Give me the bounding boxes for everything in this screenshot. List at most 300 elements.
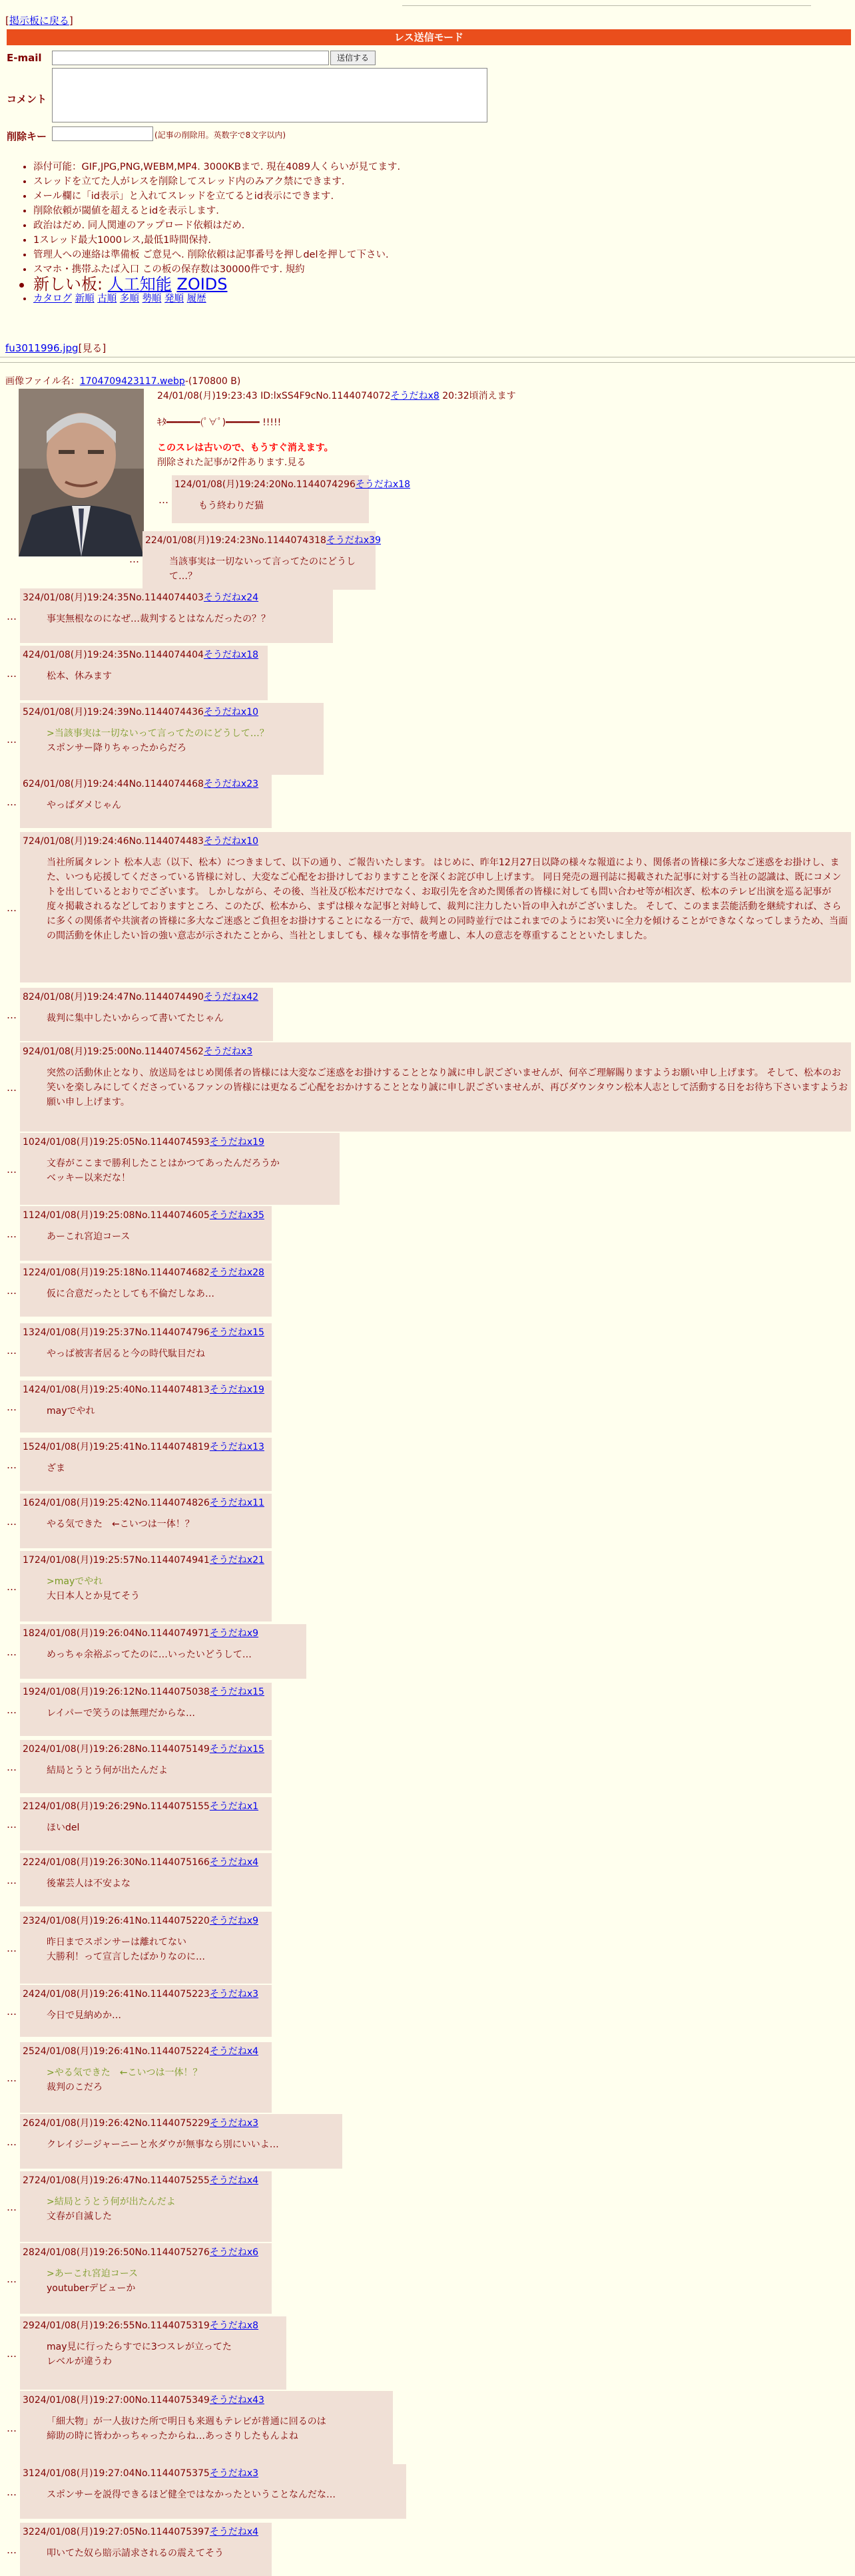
reply-number[interactable]: No.1144075397 [135,2527,210,2537]
reply-text: may見に行ったらすでに3つスレが立ってた [47,2342,232,2352]
reply-date: 24/01/08(月)19:25:08 [34,1210,135,1221]
reply-header [23,2245,269,2258]
history-link[interactable]: 履歴 [186,294,206,304]
reply-marker: … [7,1459,17,1471]
reply-post [20,1438,272,1491]
reply-marker: … [7,1009,17,1021]
reply-date: 24/01/08(月)19:24:39 [28,707,129,718]
new-board-link-zoids[interactable]: ZOIDS [176,275,228,294]
sodane-button[interactable]: そうだねx4 [209,1857,259,1868]
sodane-button[interactable]: そうだねx39 [326,535,382,546]
reply-header [23,1044,848,1058]
reply-header [23,1855,269,1868]
reply-number[interactable]: No.1144074605 [135,1210,210,1221]
reply-header [23,1626,304,1639]
sodane-button[interactable]: そうだねx4 [209,2046,259,2057]
reply-body [47,2340,284,2369]
reply-date: 24/01/08(月)19:24:46 [28,836,129,847]
back-to-board: [掲示板に戻る] [5,15,73,27]
reply-post [20,1912,272,1984]
reply-text: もう終わりだ猫 [198,501,264,511]
op-text: ｷﾀ━━━━━━(ﾟ∀ﾟ)━━━━━━ !!!!! [157,417,282,428]
reply-index: 23 [23,1916,35,1926]
sort-momentum-link[interactable]: 勢順 [142,294,162,304]
reply-marker: … [7,1401,17,1413]
reply-header [174,477,411,491]
reply-number[interactable]: No.1144074593 [135,1137,210,1148]
reply-body [47,2487,404,2502]
sort-posted-link[interactable]: 発順 [164,294,184,304]
top-divider [402,5,811,6]
reply-header [145,533,382,546]
reply-index: 4 [23,650,29,660]
reply-header [23,590,330,604]
reply-marker: … [7,2348,17,2360]
sodane-button[interactable]: そうだねx6 [209,2247,259,2258]
reply-index: 16 [23,1498,35,1508]
op-expire: 20:32頃消えます [442,391,516,401]
reply-text: レイパーで笑うのは無理だからな… [47,1708,196,1719]
reply-number[interactable]: No.1144074483 [129,836,204,847]
reply-post [20,1133,340,1205]
file-link[interactable]: fu3011996.jpg [5,342,79,354]
reply-post [142,531,382,590]
reply-header [23,1742,269,1755]
reply-text: 昨日までスポンサーは離れてない [47,1937,186,1948]
reply-index: 8 [23,992,29,1002]
delkey-input[interactable] [52,126,153,141]
send-button[interactable]: 送信する [330,51,376,65]
reply-marker: … [158,494,168,506]
reply-index: 14 [23,1385,35,1395]
reply-number[interactable]: No.1144075276 [135,2247,210,2258]
reply-post [20,703,324,775]
reply-text: 文春が自滅した [47,2211,112,2222]
reply-post [20,1797,272,1850]
reply-marker: … [7,1646,17,1658]
reply-date: 24/01/08(月)19:27:00 [34,2395,135,2406]
reply-index: 19 [23,1687,35,1697]
reply-body [47,1517,269,1532]
op-thumbnail[interactable] [19,389,144,556]
reply-number[interactable]: No.1144074682 [135,1267,210,1278]
reply-index: 21 [23,1801,35,1812]
catalog-link[interactable]: カタログ [33,294,72,304]
reply-marker: … [7,1345,17,1357]
reply-post [20,2464,406,2519]
reply-date: 24/01/08(月)19:25:05 [34,1137,135,1148]
reply-post [20,1494,272,1548]
reply-text: 松本、休みます [47,671,112,682]
reply-text: めっちゃ余裕ぶってたのに…いったいどうして… [47,1649,252,1660]
reply-index: 25 [23,2046,35,2057]
reply-date: 24/01/08(月)19:26:50 [34,2247,135,2258]
reply-date: 24/01/08(月)19:24:47 [28,992,129,1002]
reply-index: 1 [174,479,180,490]
reply-post [20,1323,272,1377]
reply-number[interactable]: No.1144074813 [135,1385,210,1395]
reply-body [47,1574,269,1604]
reply-index: 15 [23,1442,35,1452]
reply-quote: >mayでやれ [47,1576,103,1587]
sodane-button[interactable]: そうだねx11 [209,1498,264,1508]
board-links [33,292,400,306]
rule-item: • 政治はだめ. 同人関連のアップロード依頼はだめ. [33,218,400,233]
sodane-button[interactable]: そうだねx43 [209,2395,264,2406]
reply-text: クレイジージャーニーと水ダウが無事なら別にいいよ… [47,2139,279,2150]
reply-post [20,1740,272,1793]
reply-marker: … [7,1516,17,1528]
reply-index: 18 [23,1628,35,1639]
reply-post [20,1624,306,1679]
reply-body [169,554,373,584]
reply-body [198,499,366,513]
reply-date: 24/01/08(月)19:25:18 [34,1267,135,1278]
reply-body [47,669,265,684]
reply-text: 仮に合意だったとしても不倫だしなあ… [47,1289,214,1299]
sodane-button[interactable]: そうだねx23 [203,779,259,789]
reply-number[interactable]: No.1144075375 [135,2468,210,2479]
file-view-label: [見る] [78,342,107,354]
reply-index: 5 [23,707,29,718]
back-to-board-link[interactable]: 掲示板に戻る [9,15,69,27]
board-rules [19,160,400,306]
reply-number[interactable]: No.1144074403 [129,592,204,603]
sodane-button[interactable]: そうだねx3 [209,1989,259,2000]
reply-header [23,1496,269,1509]
reply-post [20,588,333,643]
image-size: -(170800 B) [184,376,241,387]
sodane-button[interactable]: そうだねx9 [209,1916,259,1926]
reply-number[interactable]: No.1144075223 [135,1989,210,2000]
sodane-button[interactable]: そうだねx8 [209,2320,259,2331]
reply-text: 当該事実は一切ないって言ってたのにどうして…？ [169,556,356,582]
reply-header [23,1265,269,1279]
reply-text: スポンサー降りちゃったからだろ [47,743,186,753]
reply-date: 24/01/08(月)19:26:47 [34,2175,135,2186]
reply-text: スポンサーを説得できるほど健全ではなかったということなんだな… [47,2489,336,2500]
sodane-button[interactable]: そうだねx15 [209,1744,264,1755]
reply-body [47,798,269,813]
reply-marker: … [129,553,139,565]
reply-body [47,2414,390,2444]
reply-body [47,612,330,626]
email-label: E-mail [7,52,42,64]
reply-text: やっぱダメじゃん [47,800,121,811]
reply-post [20,1263,272,1317]
reply-date: 24/01/08(月)19:25:57 [34,1555,135,1566]
rule-item: • 削除依頼が閾値を超えるとidを表示します. [33,204,400,218]
reply-text: 締助の時に皆わかっちゃったからね…あっさりしたもんよね [47,2431,298,2442]
reply-text: やっぱ被害者居ると今の時代駄目だね [47,1349,205,1359]
reply-body [47,1347,269,1361]
sodane-button[interactable]: そうだねx21 [209,1555,264,1566]
reply-body [47,1229,269,1244]
sort-old-link[interactable]: 古順 [97,294,117,304]
reply-header [23,1553,269,1566]
reply-date: 24/01/08(月)19:26:42 [34,2118,135,2129]
reply-header [23,1799,269,1813]
sodane-button[interactable]: そうだねx18 [355,479,411,490]
reply-quote: >結局とうとう何が出たんだよ [47,2197,176,2207]
op-image-link[interactable]: 1704709423117.webp [79,376,185,387]
deleted-note: 削除された記事が2件あります.見る [157,457,306,468]
reply-header [23,1440,269,1453]
reply-header [23,1383,269,1396]
reply-number[interactable]: No.1144075255 [135,2175,210,2186]
reply-marker: … [7,1285,17,1297]
reply-number[interactable]: No.1144074296 [280,479,356,490]
reply-body [47,1821,269,1835]
reply-text: 突然の活動休止となり、放送局をはじめ関係者の皆様には大変なご迷惑をお掛けすることとなり誠に申し訳ございませんが、何卒ご理解賜りますようお願い申し上げます。 そして、松本のお笑いを楽しみにしてくださっているファンの皆様には更なるご心配をおかけすることとなり誠に申し訳ございませんが、再びダウンタウン松本人志として活動する日をお待ち下さいますようお願い申し上げます。 [47,1068,848,1108]
reply-date: 24/01/08(月)19:25:40 [34,1385,135,1395]
reply-number[interactable]: No.1144074436 [129,707,204,718]
reply-date: 24/01/08(月)19:27:04 [34,2468,135,2479]
reply-index: 22 [23,1857,35,1868]
reply-number[interactable]: No.1144074941 [135,1555,210,1566]
sodane-button[interactable]: そうだねx4 [209,2527,259,2537]
reply-index: 9 [23,1046,29,1057]
reply-text: 叩いてた奴ら賠示請求されるの震えてそう [47,2548,224,2559]
sodane-button[interactable]: そうだねx19 [209,1385,264,1395]
sodane-button[interactable]: そうだねx3 [209,2118,259,2129]
reply-header [23,1208,269,1221]
reply-marker: … [7,1082,17,1094]
reply-marker: … [7,2544,17,2556]
reply-number[interactable]: No.1144074971 [135,1628,210,1639]
reply-date: 24/01/08(月)19:25:00 [28,1046,129,1057]
op-body [157,411,334,470]
reply-text: 大勝利！って宣言したばかりなのに… [47,1952,205,1962]
reply-body [47,2137,340,2152]
reply-marker: … [7,1581,17,1593]
reply-post [20,1853,272,1906]
reply-marker: … [7,2006,17,2018]
reply-date: 24/01/08(月)19:26:55 [34,2320,135,2331]
reply-header [23,777,269,790]
reply-marker: … [7,1761,17,1773]
reply-number[interactable]: No.1144074468 [129,779,204,789]
reply-marker: … [7,734,17,746]
reply-header [23,2466,404,2479]
reply-index: 2 [145,535,151,546]
reply-date: 24/01/08(月)19:26:41 [34,2046,135,2057]
reply-number[interactable]: No.1144075319 [135,2320,210,2331]
reply-post [20,2316,286,2390]
person-photo-icon [19,389,144,556]
sodane-button[interactable]: そうだねx4 [209,2175,259,2186]
reply-text: あーこれ宮迫コース [47,1231,131,1242]
reply-date: 24/01/08(月)19:24:35 [28,650,129,660]
sodane-button[interactable]: そうだねx10 [203,707,259,718]
comment-textarea[interactable] [52,68,487,122]
reply-post [20,2114,342,2169]
reply-body [47,1287,269,1301]
reply-index: 27 [23,2175,35,2186]
reply-date: 24/01/08(月)19:26:04 [34,1628,135,1639]
reply-body [47,855,848,943]
reply-body [47,1404,269,1418]
reply-body [47,2195,269,2224]
rule-item: • 1スレッド最大1000レス,最低1時間保持. [33,233,400,248]
reply-body [47,2008,269,2023]
reply-index: 3 [23,592,29,603]
reply-header [23,2525,269,2538]
reply-index: 17 [23,1555,35,1566]
op-header [157,389,516,402]
reply-body [47,1066,848,1110]
reply-header [23,705,321,718]
reply-number[interactable]: No.1144075038 [135,1687,210,1697]
reply-index: 13 [23,1327,35,1338]
delkey-label: 削除キー [7,130,47,142]
reply-post [172,475,411,523]
sodane-button[interactable]: そうだねx15 [209,1687,264,1697]
op-image-info [5,374,240,387]
rule-item: • メール欄に「id表示」と入れてスレッドを立てるとid表示にできます. [33,189,400,204]
sodane-button[interactable]: そうだねx9 [209,1628,259,1639]
reply-body [47,1011,270,1026]
reply-mode-bar: レス送信モード [7,29,851,45]
reply-marker: … [7,1819,17,1830]
reply-number[interactable]: No.1144074826 [135,1498,210,1508]
sort-many-link[interactable]: 多順 [119,294,139,304]
reply-date: 24/01/08(月)19:25:41 [34,1442,135,1452]
reply-number[interactable]: No.1144074318 [251,535,326,546]
reply-index: 30 [23,2395,35,2406]
reply-header [23,2116,340,2129]
reply-number[interactable]: No.1144074819 [135,1442,210,1452]
reply-post [20,1551,272,1621]
reply-index: 11 [23,1210,35,1221]
divider [0,362,855,363]
reply-quote: >当該事実は一切ないって言ってたのにどうして…？ [47,728,269,739]
sodane-button[interactable]: そうだねx13 [209,1442,264,1452]
reply-number[interactable]: No.1144075149 [135,1744,210,1755]
reply-number[interactable]: No.1144075155 [135,1801,210,1812]
reply-marker: … [7,796,17,808]
sodane-button[interactable]: そうだねx1 [209,1801,259,1812]
sodane-button[interactable]: そうだねx42 [203,992,259,1002]
reply-number[interactable]: No.1144075229 [135,2118,210,2129]
sodane-button[interactable]: そうだねx10 [203,836,259,847]
reply-text: mayでやれ [47,1406,95,1416]
reply-header [23,834,848,847]
email-input[interactable] [52,51,329,65]
reply-post [20,2243,272,2314]
reply-header [23,1135,337,1148]
reply-text: 大日本人とか見てそう [47,1591,140,1602]
reply-quote: >やる気できた ←こいつは一体！？ [47,2067,202,2078]
reply-body [47,2266,269,2296]
sodane-button[interactable]: そうだねx19 [209,1137,264,1148]
reply-number[interactable]: No.1144075220 [135,1916,210,1926]
reply-text: 文春がここまで勝利したことはかつてあったんだろうか [47,1158,280,1169]
reply-text: 「細大物」が一人抜けた所で明日も来週もテレビが普通に回るのは [47,2416,326,2427]
reply-header [23,2318,284,2332]
file-link-row [5,341,106,355]
reply-post [20,2391,393,2464]
reply-post [20,775,272,828]
op-meta: 24/01/08(月)19:23:43 ID:lxSS4F9cNo.1144074072 [157,391,391,401]
reply-body [47,1763,269,1778]
reply-number[interactable]: No.1144074404 [129,650,204,660]
reply-index: 32 [23,2527,35,2537]
sodane-button[interactable]: そうだねx24 [203,592,259,603]
reply-number[interactable]: No.1144075224 [135,2046,210,2057]
reply-marker: … [7,2072,17,2084]
reply-index: 31 [23,2468,35,2479]
sodane-button[interactable]: そうだねx18 [203,650,259,660]
reply-marker: … [7,2422,17,2434]
reply-header [23,2044,269,2057]
reply-text: 裁判のこだろ [47,2082,103,2093]
reply-text: ほいdel [47,1823,80,1833]
reply-index: 29 [23,2320,35,2331]
reply-marker: … [7,1228,17,1240]
reply-text: 結局とうとう何が出たんだよ [47,1765,168,1776]
op-sodane[interactable]: そうだねx8 [390,391,439,401]
reply-quote: >あーこれ宮迫コース [47,2268,139,2279]
reply-date: 24/01/08(月)19:25:42 [34,1498,135,1508]
reply-header [23,1325,269,1339]
reply-text: 後輩芸人は不安よな [47,1878,131,1889]
sodane-button[interactable]: そうだねx15 [209,1327,264,1338]
reply-body [47,1876,269,1891]
reply-marker: … [7,1704,17,1716]
reply-text: ざま [47,1463,65,1474]
reply-post [20,2042,272,2113]
reply-date: 24/01/08(月)19:24:23 [150,535,252,546]
reply-body [47,1706,269,1721]
reply-index: 12 [23,1267,35,1278]
reply-marker: … [7,1942,17,1954]
rule-item: • スマホ・携帯ふたば入口 この板の保存数は30000件です. 規約 [33,262,400,277]
reply-marker: … [7,1164,17,1176]
reply-index: 20 [23,1744,35,1755]
sodane-button[interactable]: そうだねx28 [209,1267,264,1278]
reply-index: 28 [23,2247,35,2258]
reply-number[interactable]: No.1144074562 [129,1046,204,1057]
reply-marker: … [7,610,17,622]
reply-marker: … [7,2201,17,2213]
reply-header [23,1914,269,1927]
sodane-button[interactable]: そうだねx3 [209,2468,259,2479]
reply-post [20,832,851,982]
reply-marker: … [7,1874,17,1886]
reply-text: 裁判に集中したいからって書いてたじゃん [47,1013,224,1024]
reply-marker: … [7,2273,17,2285]
reply-text: ベッキー以来だな！ [47,1173,131,1183]
reply-index: 10 [23,1137,35,1148]
reply-post [20,1381,272,1432]
sort-new-link[interactable]: 新順 [75,294,95,304]
reply-number[interactable]: No.1144075166 [135,1857,210,1868]
reply-body [47,2065,269,2095]
reply-header [23,2173,269,2187]
sodane-button[interactable]: そうだねx35 [209,1210,264,1221]
sodane-button[interactable]: そうだねx3 [203,1046,253,1057]
reply-post [20,1985,272,2037]
comment-label: コメント [7,93,47,105]
reply-header [23,2393,390,2406]
reply-number[interactable]: No.1144075349 [135,2395,210,2406]
reply-number[interactable]: No.1144074490 [129,992,204,1002]
reply-index: 7 [23,836,29,847]
reply-text: やる気できた ←こいつは一体！？ [47,1519,194,1530]
reply-number[interactable]: No.1144074796 [135,1327,210,1338]
new-board-link-ai[interactable]: 人工知能 [107,275,172,294]
